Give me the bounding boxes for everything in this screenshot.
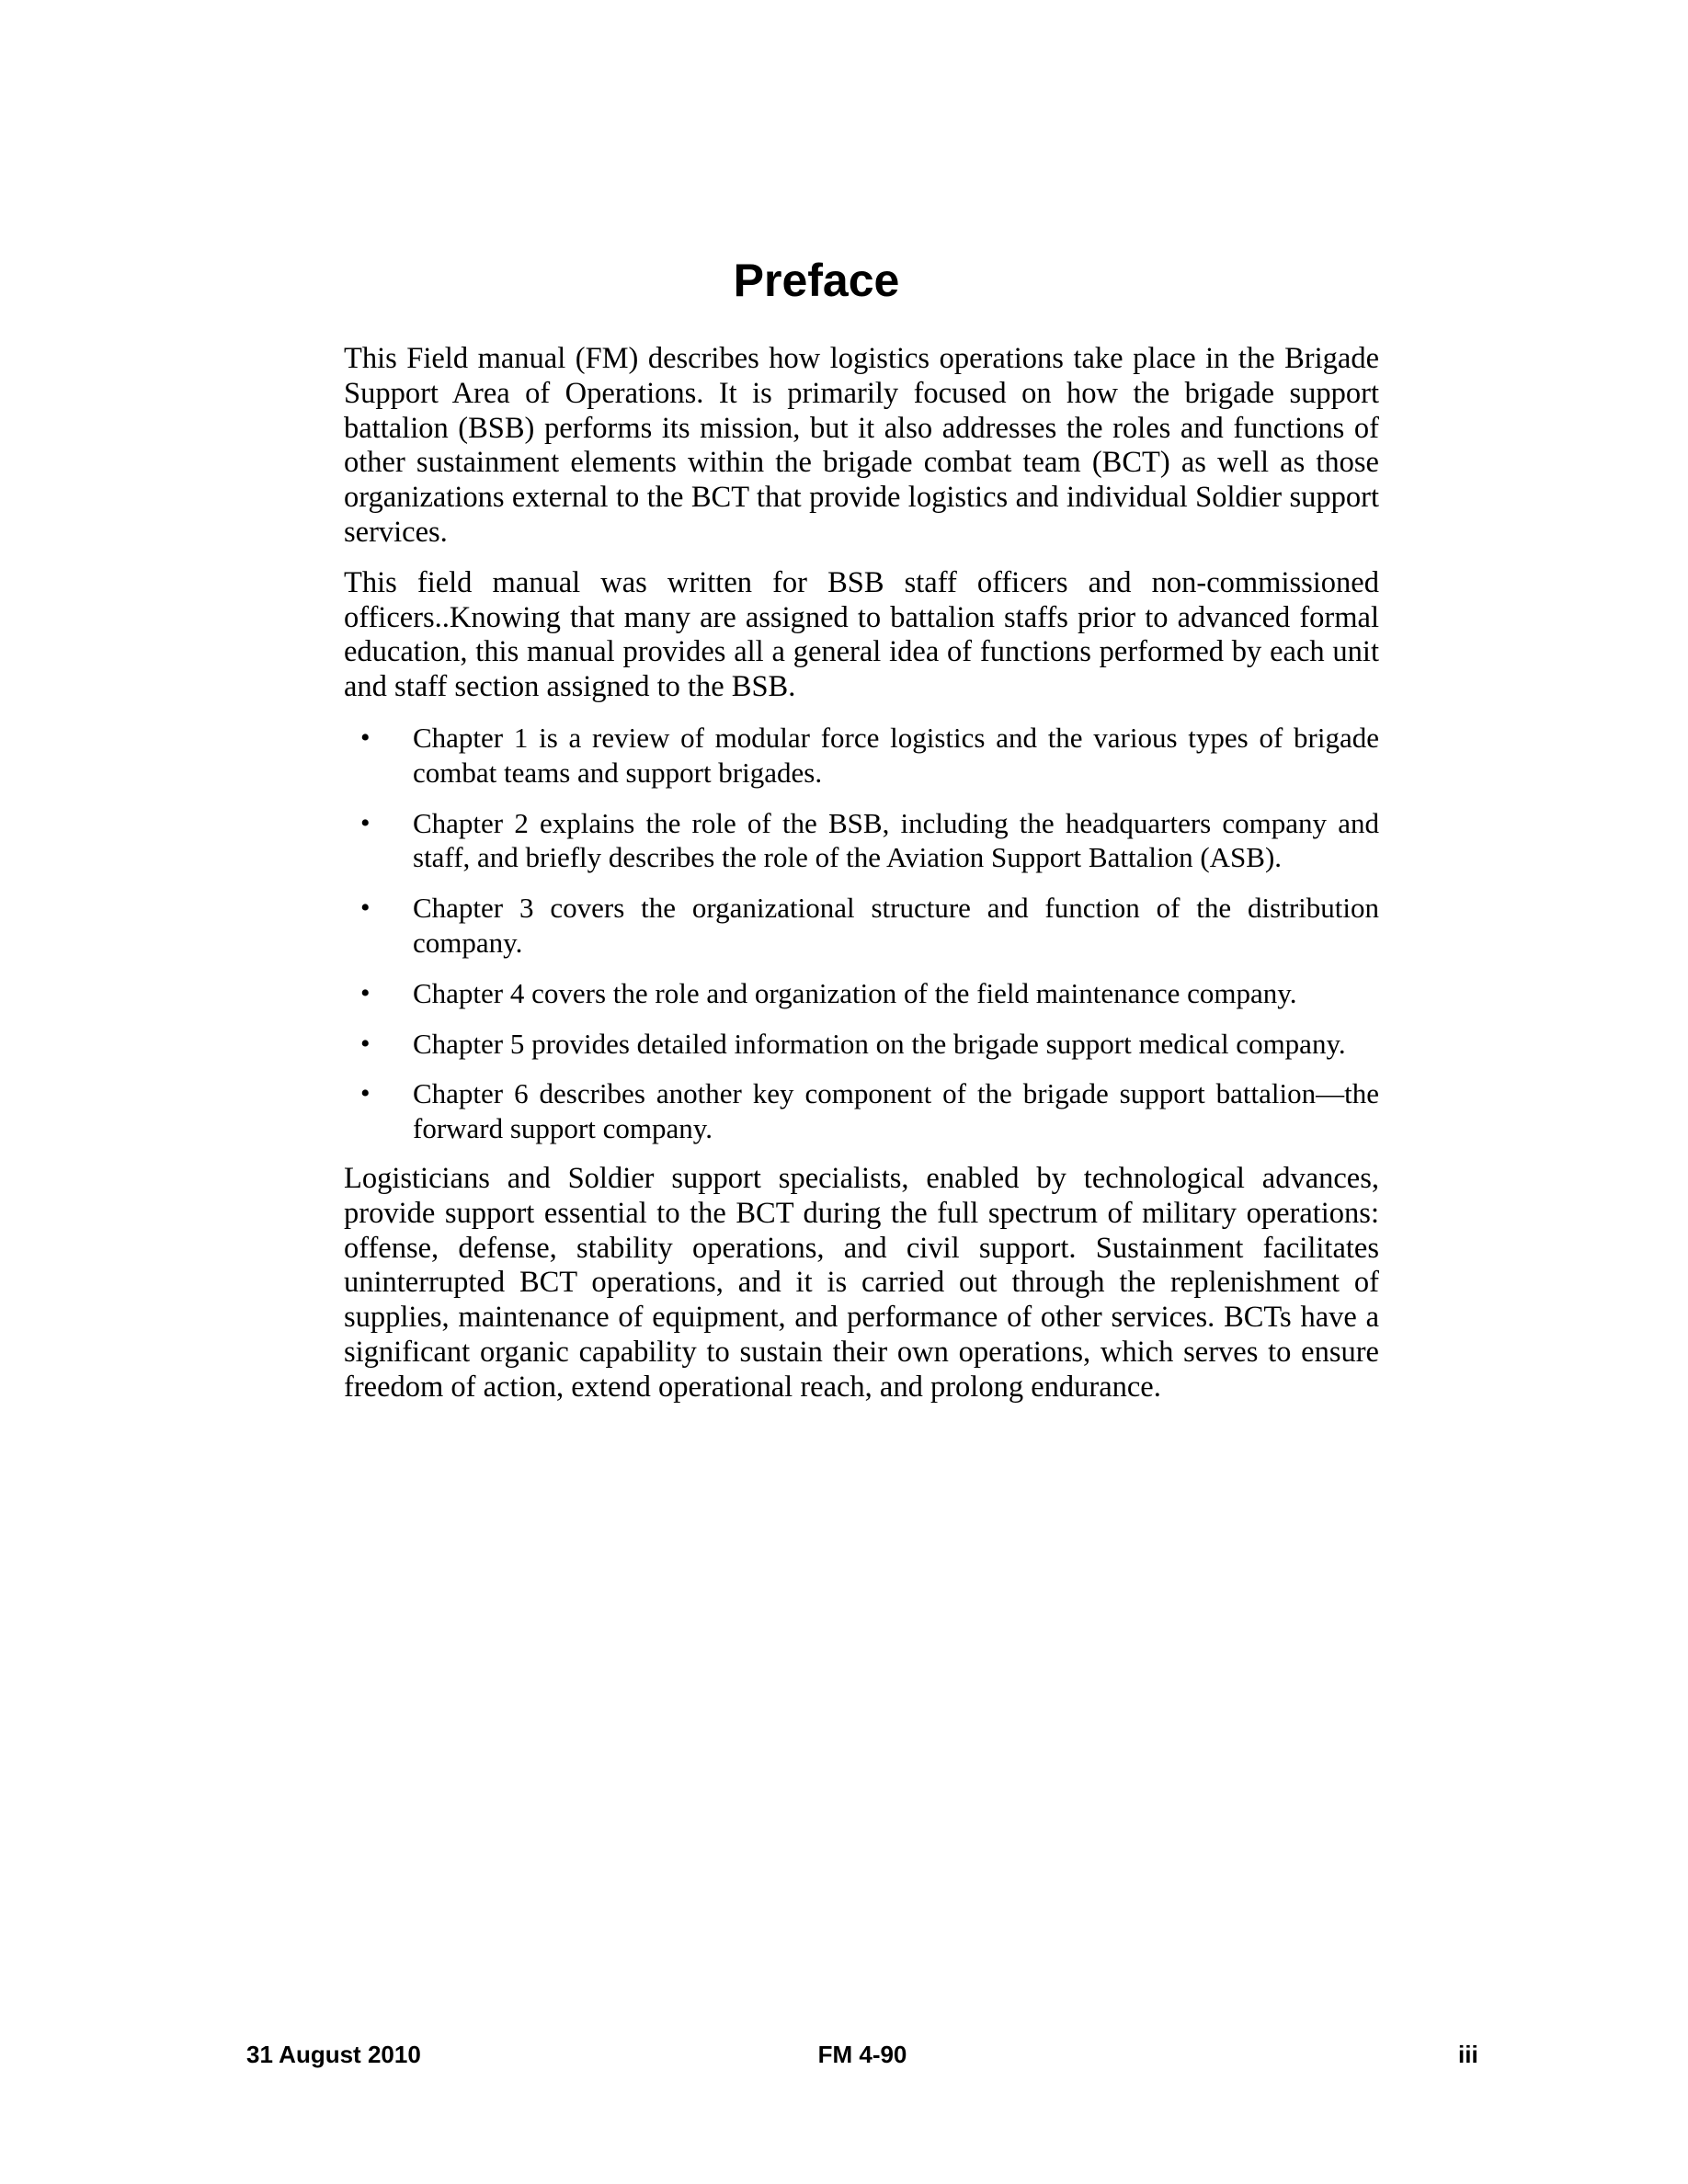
chapter-item-text: Chapter 4 covers the role and organization of the field maintenance company. xyxy=(413,976,1297,1009)
bullet-icon: • xyxy=(360,722,371,753)
footer-page-number: iii xyxy=(1458,2041,1478,2068)
footer-date: 31 August 2010 xyxy=(246,2041,421,2068)
chapter-item-text: Chapter 2 explains the role of the BSB, including the headquarters company and staff, and briefly describes the role of the Aviation Support Battalion (ASB). xyxy=(413,806,1379,874)
chapter-item-text: Chapter 3 covers the organizational structure and function of the distribution company. xyxy=(413,892,1379,959)
closing-paragraph: Logisticians and Soldier support specialists, enabled by technological advances, provide support essential to the BCT during the full spectrum of military operations: offense, defense, stability operations, and civil support. Sustainment facilitates uninterrupted BCT operations, and it is carried out through the replenishment of supplies, maintenance of equipment, and performance of other services. BCTs have a significant organic capability to sustain their own operations, which serves to ensure freedom of action, extend operational reach, and prolong endurance. xyxy=(344,1161,1379,1404)
chapter-list xyxy=(344,721,1379,1146)
chapter-list-item xyxy=(344,976,1379,1011)
preface-body xyxy=(344,342,1379,1421)
footer-document-number: FM 4-90 xyxy=(817,2041,907,2068)
chapter-item-text: Chapter 6 describes another key component of the brigade support battalion—the forward support company. xyxy=(413,1077,1379,1145)
chapter-list-item xyxy=(344,806,1379,876)
chapter-list-item xyxy=(344,1027,1379,1062)
bullet-icon: • xyxy=(360,977,371,1008)
bullet-icon: • xyxy=(360,1028,371,1059)
intro-paragraph: This Field manual (FM) describes how logistics operations take place in the Brigade Support Area of Operations. It is primarily focused on how the brigade support battalion (BSB) performs its mission, but it also addresses the roles and functions of other sustainment elements within the brigade combat team (BCT) as well as those organizations external to the BCT that provide logistics and individual Soldier support services. xyxy=(344,342,1379,549)
bullet-icon: • xyxy=(360,893,371,924)
audience-paragraph: This field manual was written for BSB staff officers and non-commissioned officers..Knowing that many are assigned to battalion staffs prior to advanced formal education, this manual provides all a general idea of functions performed by each unit and staff section assigned to the BSB. xyxy=(344,565,1379,704)
chapter-list-item xyxy=(344,1076,1379,1146)
page-title: Preface xyxy=(733,255,900,306)
chapter-item-text: Chapter 1 is a review of modular force logistics and the various types of brigade combat teams and support brigades. xyxy=(413,721,1379,789)
chapter-list-item xyxy=(344,721,1379,791)
bullet-icon: • xyxy=(360,1078,371,1109)
bullet-icon: • xyxy=(360,807,371,838)
chapter-item-text: Chapter 5 provides detailed information on the brigade support medical company. xyxy=(413,1027,1346,1060)
chapter-list-item xyxy=(344,891,1379,961)
